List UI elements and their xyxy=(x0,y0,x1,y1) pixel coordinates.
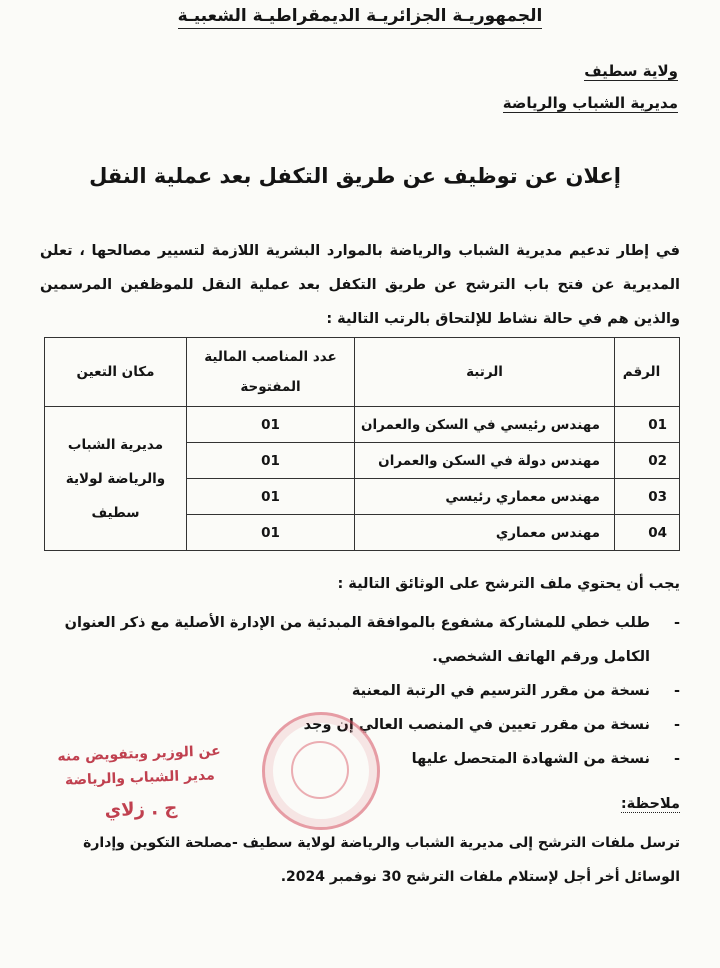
row-rank: مهندس معماري رئيسي xyxy=(355,479,615,515)
official-stamp-icon xyxy=(262,712,380,830)
row-num: 04 xyxy=(615,515,680,551)
dash-bullet-icon: - xyxy=(673,683,680,699)
row-count: 01 xyxy=(187,515,355,551)
row-place: مديرية الشباب والرياضة لولاية سطيف xyxy=(45,407,187,551)
note-label xyxy=(621,796,680,812)
row-num: 02 xyxy=(615,443,680,479)
wilaya-text: ولاية سطيف xyxy=(584,62,678,80)
republic-header-text: الجمهوريـة الجزائريـة الديمقراطيـة الشعبيـة xyxy=(178,6,543,29)
dash-bullet-icon: - xyxy=(673,717,680,733)
directorate-label xyxy=(503,94,678,112)
row-count: 01 xyxy=(187,407,355,443)
note-label-text: ملاحظة: xyxy=(620,796,680,812)
wilaya-label xyxy=(584,62,678,80)
signature-initials: ج . زلاي xyxy=(104,797,178,822)
row-rank: مهندس رئيسي في السكن والعمران xyxy=(355,407,615,443)
document-text: نسخة من الشهادة المتحصل عليها xyxy=(411,751,650,767)
signature-line-1: عن الوزير وبتفويض منه xyxy=(57,743,221,765)
header-count: عدد المناصب المالية المفتوحة xyxy=(187,338,355,407)
table-row xyxy=(45,407,680,443)
header-num: الرقم xyxy=(615,338,680,407)
header-place: مكان التعين xyxy=(45,338,187,407)
positions-table xyxy=(44,337,680,551)
announcement-title: إعلان عن توظيف عن طريق التكفل بعد عملية النقل xyxy=(89,164,621,188)
row-rank: مهندس دولة في السكن والعمران xyxy=(355,443,615,479)
republic-header xyxy=(0,6,720,26)
dash-bullet-icon: - xyxy=(673,751,680,767)
header-rank: الرتبة xyxy=(355,338,615,407)
row-num: 01 xyxy=(615,407,680,443)
documents-intro: يجب أن يحتوي ملف الترشح على الوثائق التالية : xyxy=(337,576,680,592)
dash-bullet-icon: - xyxy=(673,615,680,631)
row-count: 01 xyxy=(187,479,355,515)
document-text: نسخة من مقرر الترسيم في الرتبة المعنية xyxy=(351,683,650,699)
list-item xyxy=(40,606,680,674)
document-text: نسخة من مقرر تعيين في المنصب العالي إن وجد xyxy=(303,717,650,733)
row-num: 03 xyxy=(615,479,680,515)
directorate-text: مديرية الشباب والرياضة xyxy=(502,94,678,112)
table-header-row xyxy=(45,338,680,407)
note-text: ترسل ملفات الترشح إلى مديرية الشباب والرياضة لولاية سطيف -مصلحة التكوين وإدارة الوسائل أخر أجل لإستلام ملفات الترشح 30 نوفمبر 2024. xyxy=(83,835,680,885)
document-text: طلب خطي للمشاركة مشفوع بالموافقة المبدئية من الإدارة الأصلية مع ذكر العنوان الكامل ورقم الهاتف الشخصي. xyxy=(64,615,650,665)
intro-paragraph: في إطار تدعيم مديرية الشباب والرياضة بالموارد البشرية اللازمة لتسيير مصالحها ، تعلن المديرية عن فتح باب الترشح عن طريق التكفل بعد عملية النقل للموظفين المرسمين والذين هم في حالة نشاط للإلتحاق بالرتب التالية : xyxy=(40,243,680,327)
list-item xyxy=(40,674,680,708)
row-rank: مهندس معماري xyxy=(355,515,615,551)
signature-block xyxy=(39,739,242,826)
signature-line-2: مدير الشباب والرياضة xyxy=(64,767,216,789)
row-count: 01 xyxy=(187,443,355,479)
